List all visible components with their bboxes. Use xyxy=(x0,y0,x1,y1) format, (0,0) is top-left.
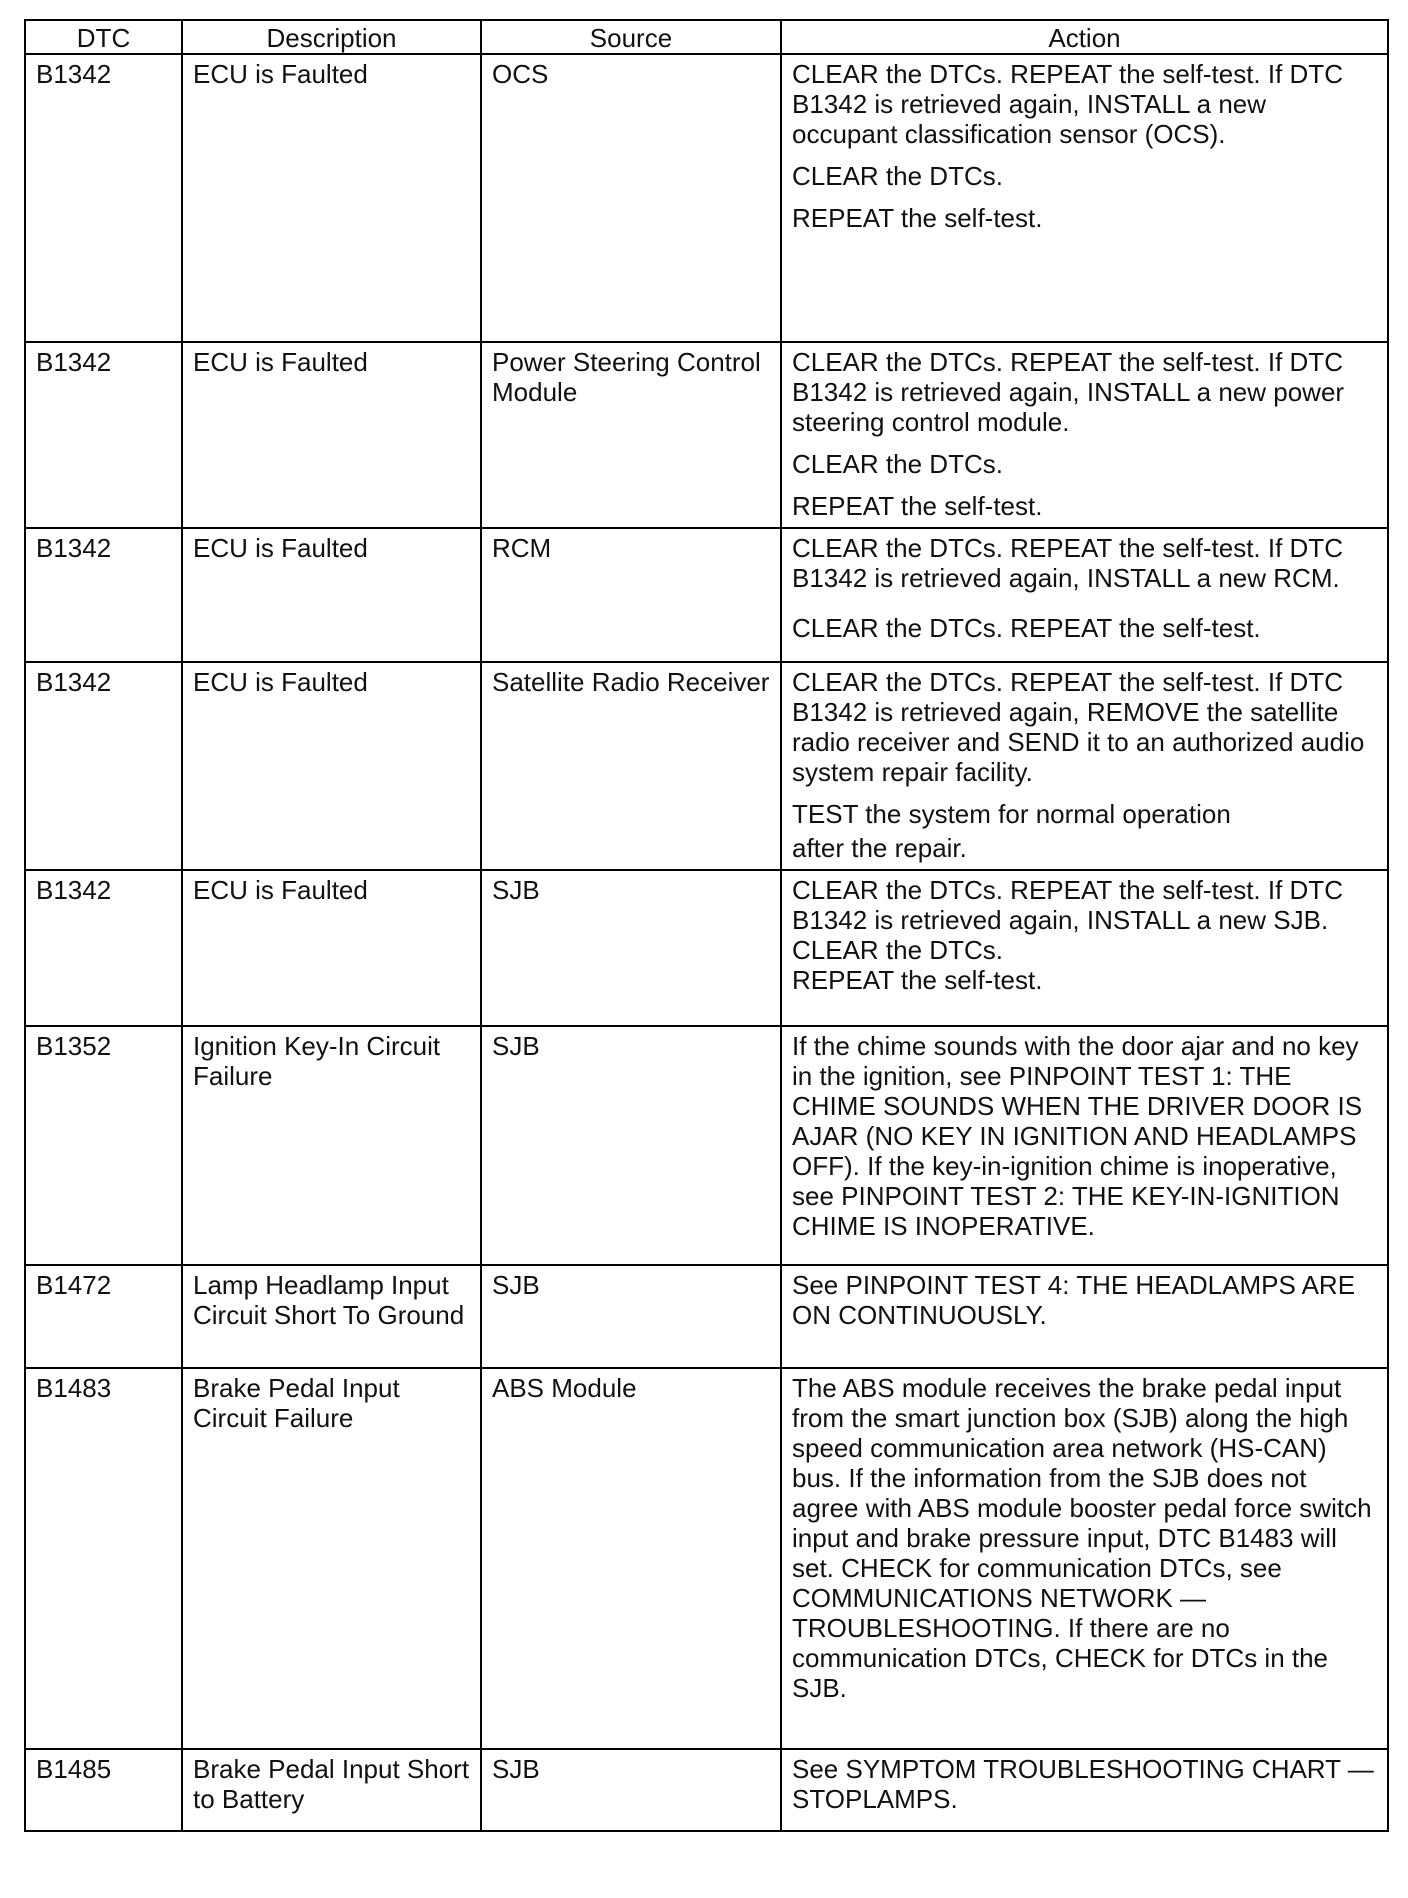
description-cell: ECU is Faulted xyxy=(182,662,481,870)
header-description: Description xyxy=(182,20,481,54)
header-row xyxy=(25,20,1388,54)
action-paragraph: TEST the system for normal operation xyxy=(792,799,1231,829)
table-row xyxy=(25,870,1388,1026)
action-paragraph: CLEAR the DTCs. xyxy=(792,449,1003,479)
action-cell xyxy=(781,870,1388,1026)
action-cell xyxy=(781,1026,1388,1265)
dtc-code: B1342 xyxy=(25,54,182,342)
action-paragraph: REPEAT the self-test. xyxy=(792,491,1043,521)
action-cell xyxy=(781,1368,1388,1749)
source-cell: SJB xyxy=(481,1026,781,1265)
action-paragraph: REPEAT the self-test. xyxy=(792,965,1043,995)
source-cell: SJB xyxy=(481,1265,781,1368)
action-cell xyxy=(781,1749,1388,1831)
table-row xyxy=(25,1265,1388,1368)
source-cell: RCM xyxy=(481,528,781,662)
dtc-code: B1485 xyxy=(25,1749,182,1831)
dtc-code: B1472 xyxy=(25,1265,182,1368)
source-cell: OCS xyxy=(481,54,781,342)
action-paragraph: after the repair. xyxy=(792,833,967,863)
table-row xyxy=(25,54,1388,342)
action-cell xyxy=(781,1265,1388,1368)
table-row xyxy=(25,1026,1388,1265)
description-cell: ECU is Faulted xyxy=(182,342,481,528)
dtc-code: B1483 xyxy=(25,1368,182,1749)
action-cell xyxy=(781,528,1388,662)
header-action: Action xyxy=(781,20,1388,54)
source-cell: Power Steering Control Module xyxy=(481,342,781,528)
action-paragraph: CLEAR the DTCs. xyxy=(792,161,1003,191)
description-cell: Brake Pedal Input Circuit Failure xyxy=(182,1368,481,1749)
dtc-code: B1342 xyxy=(25,662,182,870)
action-paragraph: CLEAR the DTCs. REPEAT the self-test. If DTC B1342 is retrieved again, REMOVE the satellite radio receiver and SEND it to an authorized audio system repair facility. xyxy=(792,667,1365,787)
action-paragraph: CLEAR the DTCs. REPEAT the self-test. xyxy=(792,613,1261,643)
dtc-table xyxy=(24,19,1389,1832)
action-cell xyxy=(781,342,1388,528)
action-paragraph: CLEAR the DTCs. REPEAT the self-test. If DTC B1342 is retrieved again, INSTALL a new RCM. xyxy=(792,533,1343,593)
table-row xyxy=(25,528,1388,662)
header-dtc: DTC xyxy=(25,20,182,54)
description-cell: ECU is Faulted xyxy=(182,528,481,662)
action-paragraph: See PINPOINT TEST 4: THE HEADLAMPS ARE ON CONTINUOUSLY. xyxy=(792,1270,1356,1330)
description-cell: ECU is Faulted xyxy=(182,54,481,342)
table-row xyxy=(25,662,1388,870)
action-cell xyxy=(781,662,1388,870)
action-paragraph: CLEAR the DTCs. xyxy=(792,935,1003,965)
table-row xyxy=(25,1749,1388,1831)
action-paragraph: See SYMPTOM TROUBLESHOOTING CHART — STOPLAMPS. xyxy=(792,1754,1374,1814)
action-paragraph: If the chime sounds with the door ajar and no key in the ignition, see PINPOINT TEST 1: THE CHIME SOUNDS WHEN THE DRIVER DOOR IS AJAR (NO KEY IN IGNITION AND HEADLAMPS OFF). If the key-in-ignition chime is inoperative, see PINPOINT TEST 2: THE KEY-IN-IGNITION CHIME IS INOPERATIVE. xyxy=(792,1031,1363,1241)
description-cell: ECU is Faulted xyxy=(182,870,481,1026)
source-cell: ABS Module xyxy=(481,1368,781,1749)
action-paragraph: CLEAR the DTCs. REPEAT the self-test. If DTC B1342 is retrieved again, INSTALL a new SJB. xyxy=(792,875,1343,935)
table-row xyxy=(25,1368,1388,1749)
table-row xyxy=(25,342,1388,528)
source-cell: Satellite Radio Receiver xyxy=(481,662,781,870)
description-cell: Lamp Headlamp Input Circuit Short To Ground xyxy=(182,1265,481,1368)
action-paragraph: CLEAR the DTCs. REPEAT the self-test. If DTC B1342 is retrieved again, INSTALL a new occupant classification sensor (OCS). xyxy=(792,59,1343,149)
source-cell: SJB xyxy=(481,870,781,1026)
source-cell: SJB xyxy=(481,1749,781,1831)
action-paragraph: REPEAT the self-test. xyxy=(792,203,1043,233)
action-cell xyxy=(781,54,1388,342)
dtc-code: B1342 xyxy=(25,342,182,528)
action-paragraph: The ABS module receives the brake pedal input from the smart junction box (SJB) along the high speed communication area network (HS-CAN) bus. If the information from the SJB does not agree with ABS module booster pedal force switch input and brake pressure input, DTC B1483 will set. CHECK for communication DTCs, see COMMUNICATIONS NETWORK — TROUBLESHOOTING. If there are no communication DTCs, CHECK for DTCs in the SJB. xyxy=(792,1373,1372,1703)
dtc-code: B1342 xyxy=(25,870,182,1026)
dtc-code: B1352 xyxy=(25,1026,182,1265)
dtc-code: B1342 xyxy=(25,528,182,662)
description-cell: Brake Pedal Input Short to Battery xyxy=(182,1749,481,1831)
description-cell: Ignition Key-In Circuit Failure xyxy=(182,1026,481,1265)
header-source: Source xyxy=(481,20,781,54)
action-paragraph: CLEAR the DTCs. REPEAT the self-test. If DTC B1342 is retrieved again, INSTALL a new power steering control module. xyxy=(792,347,1345,437)
